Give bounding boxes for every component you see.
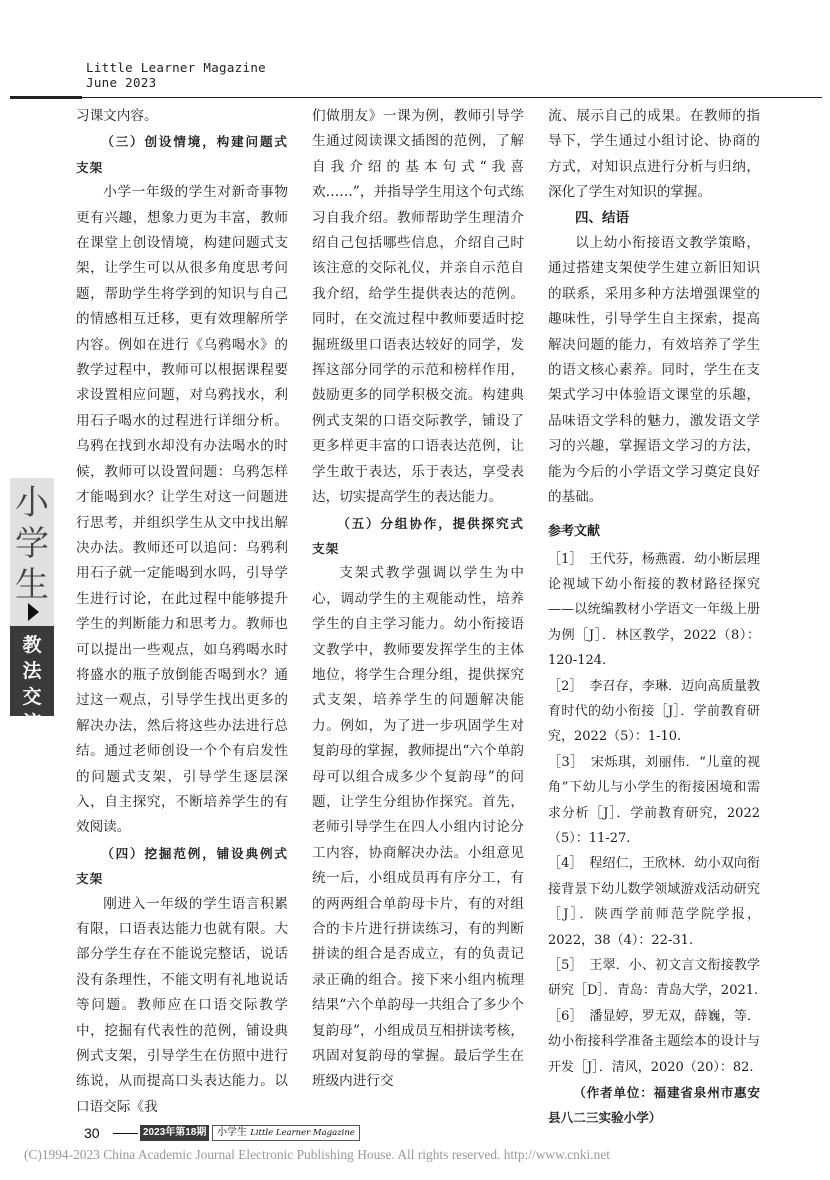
paragraph: 以上幼小衔接语文教学策略，通过搭建支架使学生建立新旧知识的联系，采用多种方法增强课堂的趣味性，引导学生自主探索，提高解决问题的能力，有效培养了学生的语文核心素养。同时，学生在支架式学习中体验语文课堂的乐趣，品味语文学科的魅力，激发语文学习的兴趣，掌握语文学习的方法，能为今后的小学语文学习奠定良好的基础。 <box>548 235 760 506</box>
section-subheading: （四）挖掘范例，铺设典例式支架 <box>76 845 288 887</box>
text-column-2 <box>312 104 524 1095</box>
paragraph: 们做朋友》一课为例，教师引导学生通过阅读课文插图的范例，了解自我介绍的基本句式“我喜欢……”，并指导学生用这个句式练习自我介绍。教师帮助学生理清介绍自己包括哪些信息，介绍自己时该注意的交际礼仪，并亲自示范自我介绍，给学生提供表达的范例。同时，在交流过程中教师要适时挖掘班级里口语表达较好的同学，发挥这部分同学的示范和榜样作用，鼓励更多的同学积极交流。构建典例式支架的口语交际教学，铺设了更多样更丰富的口语表达范例，让学生敢于表达，乐于表达，享受表达，切实提高学生的表达能力。 <box>312 108 524 506</box>
reference-item: ［4］ 程绍仁，王欣林．幼小双向衔接背景下幼儿数学领域游戏活动研究［J］．陕西学前师范学院学报，2022，38（4）：22-31. <box>548 856 760 948</box>
text-column-1 <box>76 104 288 1120</box>
paragraph: 流、展示自己的成果。在教师的指导下，学生通过小组讨论、协商的方式，对知识点进行分析与归纳，深化了学生对知识的掌握。 <box>548 108 760 201</box>
reference-item: ［3］ 宋烁琪，刘丽伟．“儿童的视角”下幼儿与小学生的衔接困境和需求分析［J］．学前教育研究，2022（5）：11-27. <box>548 754 760 846</box>
side-title-char: 小 <box>15 483 49 523</box>
header-rule <box>82 97 822 98</box>
section-subheading: （三）创设情境，构建问题式支架 <box>76 134 288 175</box>
paragraph: 小学一年级的学生对新奇事物更有兴趣，想象力更为丰富，教师在课堂上创设情境，构建问题式支架，让学生可以从很多角度思考问题，帮助学生将学到的知识与自己的情感相互迁移，更有效理解所学内容。例如在进行《乌鸦喝水》的教学过程中，教师可以根据课程要求设置相应问题，对乌鸦找水，利用石子喝水的过程进行详细分析。乌鸦在找到水却没有办法喝水的时候，教师可以设置问题：乌鸦怎样才能喝到水？让学生对这一问题进行思考，并组织学生从文中找出解决办法。教师还可以追问：乌鸦利用石子就一定能喝到水吗，引导学生进行讨论，在此过程中能够提升学生的判断能力和思考力。教师也可以提出一些观点，如乌鸦喝水时将盛水的瓶子放倒能否喝到水？通过这一观点，引导学生找出更多的解决办法，然后将这些办法进行总结。通过老师创设一个个有启发性的问题式支架，引导学生逐层深入，自主探究，不断培养学生的有效阅读。 <box>76 184 288 836</box>
issue-date: June 2023 <box>86 75 157 90</box>
side-column-char: 法 <box>22 660 42 682</box>
issue-badge: 2023年第18期 <box>140 1125 209 1141</box>
author-affiliation: （作者单位：福建省泉州市惠安县八二三实验小学） <box>548 1085 760 1126</box>
references-heading: 参考文献 <box>548 523 601 539</box>
footer-rule <box>113 1133 138 1134</box>
side-title-char: 学 <box>15 524 49 564</box>
triangle-right-icon <box>28 603 39 621</box>
side-magazine-title <box>10 483 54 606</box>
paragraph: 习课文内容。 <box>76 108 158 124</box>
footer-magazine-cn: 小学生 <box>217 1127 247 1138</box>
copyright-notice: (C)1994-2023 China Academic Journal Electronic Publishing House. All rights reserved. http://www.cnki.net <box>24 1147 610 1162</box>
side-column-char: 教 <box>22 634 42 656</box>
side-column-char: 流 <box>22 712 42 734</box>
magazine-name: Little Learner Magazine <box>86 60 266 75</box>
paragraph: 刚进入一年级的学生语言积累有限，口语表达能力也就有限。大部分学生存在不能说完整话，说话没有条理性，不能文明有礼地说话等问题。教师应在口语交际教学中，挖掘有代表性的范例，铺设典例式支架，引导学生在仿照中进行练说，从而提高口头表达能力。以口语交际《我 <box>76 895 288 1115</box>
reference-item: ［2］ 李召存，李琳．迈向高质量教育时代的幼小衔接［J］．学前教育研究，2022（5）：1-10. <box>548 678 760 745</box>
side-column-name <box>10 632 54 736</box>
footer-magazine-name <box>212 1125 360 1141</box>
section-subheading: （五）分组协作，提供探究式支架 <box>312 515 524 556</box>
side-title-char: 生 <box>15 565 49 605</box>
magazine-header <box>86 60 266 90</box>
header-rule-thick <box>10 96 82 99</box>
footer-magazine-en: Little Learner Magazine <box>250 1128 355 1138</box>
section-heading: 四、结语 <box>575 209 629 226</box>
reference-item: ［1］ 王代芬，杨燕霞．幼小断层理论视域下幼小衔接的教材路径探究——以统编教材小学语文一年级上册为例［J］．林区教学，2022（8）：120-124. <box>548 551 760 669</box>
side-column-char: 交 <box>22 686 42 708</box>
text-column-3 <box>548 104 760 1131</box>
page-number: 30 <box>84 1125 100 1141</box>
paragraph: 支架式教学强调以学生为中心，调动学生的主观能动性，培养学生的自主学习能力。幼小衔接语文教学中，教师要发挥学生的主体地位，将学生合理分组，提供探究式支架，培养学生的问题解决能力。例如，为了进一步巩固学生对复韵母的掌握，教师提出“六个单韵母可以组合成多少个复韵母”的问题，让学生分组协作探究。首先，老师引导学生在四人小组内讨论分工内容，协商解决办法。小组意见统一后，小组成员再有序分工，有的两两组合单韵母卡片，有的对组合的卡片进行拼读练习，有的判断拼读的组合是否成立，有的负责记录正确的组合。接下来小组内梳理结果“六个单韵母一共组合了多少个复韵母”，小组成员互相拼读考核，巩固对复韵母的掌握。最后学生在班级内进行交 <box>312 565 524 1090</box>
reference-item: ［6］ 潘显婷，罗无双，薛巍，等．幼小衔接科学准备主题绘本的设计与开发［J］．清风，2020（20）：82. <box>548 1008 760 1075</box>
reference-item: ［5］ 王翠．小、初文言文衔接教学研究［D］．青岛：青岛大学，2021. <box>548 958 760 999</box>
